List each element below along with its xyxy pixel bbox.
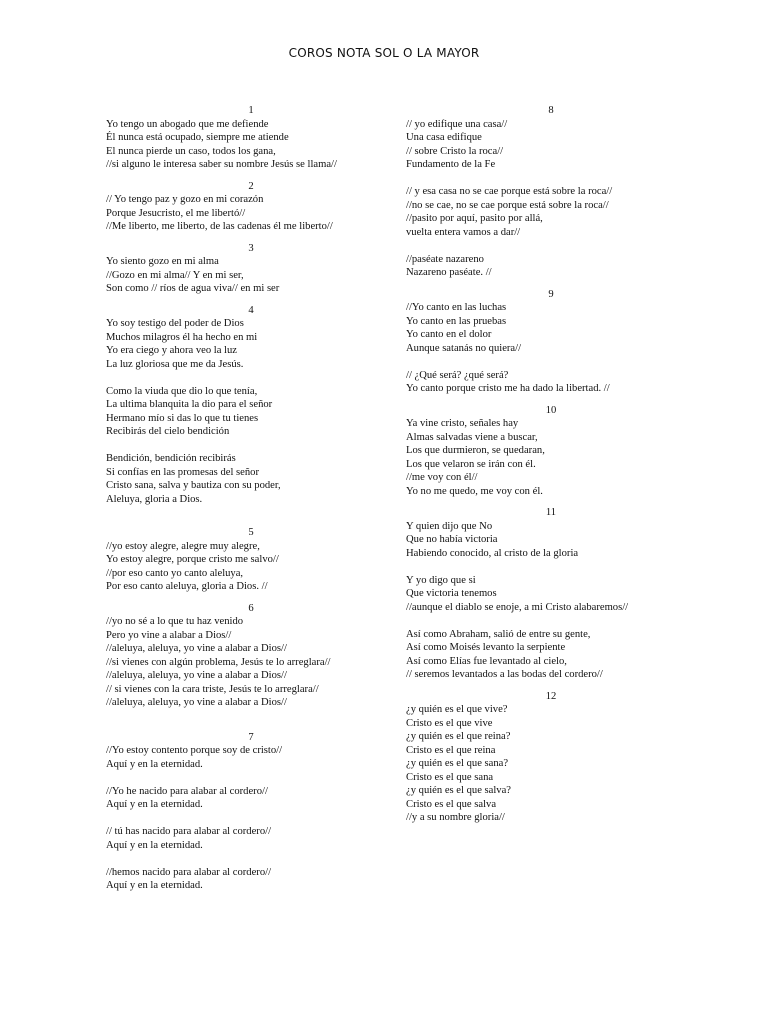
- lyric-line: Él nunca está ocupado, siempre me atiende: [106, 132, 289, 143]
- lyric-line: Cristo es el que sana: [406, 771, 494, 783]
- lyric-line: Los que durmieron, se quedaran,: [406, 445, 545, 456]
- song-6: [106, 602, 396, 710]
- lyric-line: Aquí y en la eternidad.: [106, 799, 203, 810]
- lyric-line: Como la viuda que dio lo que tenía,: [106, 385, 258, 397]
- stanza: [106, 255, 396, 296]
- lyric-line: //Yo he nacido para alabar al cordero//: [106, 785, 268, 797]
- lyric-line: //aleluya, aleluya, yo vine a alabar a Dios//: [106, 643, 287, 654]
- lyric-line: Son como // ríos de agua viva// en mi ser: [106, 283, 280, 294]
- lyric-line: vuelta entera vamos a dar//: [406, 226, 521, 238]
- stanza: [106, 452, 396, 506]
- lyric-line: Que no había victoria: [406, 534, 498, 545]
- lyric-line: La luz gloriosa que me da Jesús.: [106, 358, 244, 370]
- song-number: 5: [248, 527, 254, 538]
- lyric-line: Cristo es el que salva: [406, 798, 497, 810]
- left-column: [106, 104, 396, 893]
- lyric-line: //si alguno le interesa saber su nombre Jesús se llama//: [106, 159, 337, 170]
- lyric-line: Ya vine cristo, señales hay: [406, 418, 519, 429]
- stanza: [106, 193, 396, 234]
- lyric-line: El nunca pierde un caso, todos los gana,: [106, 145, 276, 157]
- lyric-line: //aunque el diablo se enoje, a mi Cristo alabaremos//: [406, 601, 629, 613]
- lyric-line: // seremos levantados a las bodas del cordero//: [406, 669, 603, 680]
- stanza: [406, 628, 696, 682]
- stanza: [406, 118, 696, 172]
- stanza: [106, 118, 396, 172]
- lyric-line: //Yo canto en las luchas: [406, 302, 507, 313]
- song-10: [406, 404, 696, 499]
- lyric-line: //aleluya, aleluya, yo vine a alabar a Dios//: [106, 670, 287, 681]
- lyric-line: Yo soy testigo del poder de Dios: [106, 318, 244, 329]
- song-number: 11: [545, 507, 557, 518]
- song-number: 3: [248, 242, 254, 254]
- song-number: 8: [548, 105, 554, 116]
- lyric-line: Cristo es el que reina: [406, 744, 496, 756]
- lyric-line: Y yo digo que si: [406, 574, 476, 586]
- lyric-line: //paséate nazareno: [406, 253, 484, 265]
- lyric-line: //y a su nombre gloria//: [406, 812, 505, 823]
- lyric-line: Nazareno paséate. //: [406, 267, 492, 278]
- song-number: 10: [545, 404, 557, 416]
- stanza: [106, 825, 396, 852]
- stanza: [406, 574, 696, 615]
- lyric-line: Pero yo vine a alabar a Dios//: [106, 629, 232, 641]
- song-number: 9: [548, 288, 554, 300]
- lyric-line: ¿y quién es el que reina?: [406, 731, 511, 742]
- song-5: [106, 526, 396, 594]
- stanza: [106, 540, 396, 594]
- lyric-line: Yo canto en el dolor: [406, 329, 492, 340]
- song-2: [106, 180, 396, 234]
- song-number: 7: [248, 731, 254, 743]
- lyric-line: ¿y quién es el que salva?: [406, 785, 512, 796]
- lyric-line: Cristo sana, salva y bautiza con su poder,: [106, 480, 281, 491]
- lyric-line: Cristo es el que vive: [406, 717, 493, 729]
- stanza: [406, 301, 696, 355]
- lyric-line: //no se cae, no se cae porque está sobre la roca//: [406, 199, 609, 211]
- lyric-line: Hermano mío si das lo que tu tienes: [106, 412, 259, 424]
- lyric-line: Aleluya, gloria a Dios.: [106, 493, 203, 505]
- lyric-line: //por eso canto yo canto aleluya,: [106, 567, 244, 579]
- lyric-line: Muchos milagros él ha hecho en mi: [106, 331, 258, 343]
- lyric-line: La ultima blanquita la dio para el señor: [106, 399, 273, 410]
- stanza: [406, 520, 696, 561]
- lyric-line: //hemos nacido para alabar al cordero//: [106, 866, 272, 878]
- lyric-line: Yo canto porque cristo me ha dado la libertad. //: [406, 383, 610, 394]
- song-8: [406, 104, 696, 280]
- stanza: [406, 703, 696, 825]
- stanza: [106, 866, 396, 893]
- lyric-line: Yo canto en las pruebas: [406, 315, 507, 327]
- stanza: [406, 417, 696, 498]
- lyric-line: //yo no sé a lo que tu haz venido: [106, 616, 244, 627]
- song-number: 4: [248, 304, 254, 316]
- lyric-line: //Yo estoy contento porque soy de cristo//: [106, 745, 283, 756]
- lyric-line: Habiendo conocido, al cristo de la gloria: [406, 547, 579, 559]
- right-column: [406, 104, 696, 825]
- page-title: COROS NOTA SOL O LA MAYOR: [288, 46, 480, 60]
- lyric-line: // ¿Qué será? ¿qué será?: [406, 369, 509, 381]
- song-11: [406, 506, 696, 682]
- lyric-line: Recibirás del cielo bendición: [106, 426, 230, 437]
- song-9: [406, 288, 696, 396]
- lyric-line: Yo no me quedo, me voy con él.: [406, 485, 543, 497]
- stanza: [106, 317, 396, 371]
- stanza: [406, 185, 696, 239]
- lyric-line: // yo edifique una casa//: [406, 118, 508, 130]
- song-number: 1: [248, 105, 254, 116]
- stanza: [106, 615, 396, 710]
- lyric-line: // sobre Cristo la roca//: [406, 145, 504, 157]
- song-number: 12: [545, 690, 557, 702]
- song-12: [406, 690, 696, 825]
- lyric-line: ¿y quién es el que sana?: [406, 758, 509, 769]
- lyric-line: Si confías en las promesas del señor: [106, 466, 259, 478]
- stanza: [106, 744, 396, 771]
- lyric-line: Aquí y en la eternidad.: [106, 758, 203, 770]
- lyric-line: //me voy con él//: [406, 472, 478, 483]
- lyric-line: Los que velaron se irán con él.: [406, 458, 536, 470]
- lyric-line: ¿y quién es el que vive?: [406, 704, 508, 715]
- lyric-line: Y quien dijo que No: [406, 520, 493, 532]
- song-number: 2: [248, 180, 254, 192]
- lyric-line: Aquí y en la eternidad.: [106, 880, 203, 891]
- lyric-line: Así como Elías fue levantado al cielo,: [406, 655, 567, 667]
- lyric-line: Aquí y en la eternidad.: [106, 839, 203, 851]
- lyric-line: Yo siento gozo en mi alma: [106, 256, 219, 267]
- lyric-line: Yo tengo un abogado que me defiende: [106, 118, 269, 130]
- lyric-line: //yo estoy alegre, alegre muy alegre,: [106, 540, 260, 552]
- lyric-line: //pasito por aquí, pasito por allá,: [406, 213, 543, 224]
- lyric-line: //Me liberto, me liberto, de las cadenas él me liberto//: [106, 221, 333, 232]
- lyric-line: Almas salvadas viene a buscar,: [406, 431, 538, 443]
- lyric-line: Así como Moisés levanto la serpiente: [406, 642, 566, 653]
- song-4: [106, 304, 396, 507]
- lyric-line: Porque Jesucristo, el me libertó//: [106, 207, 246, 219]
- song-number: 6: [248, 602, 254, 614]
- lyric-line: Por eso canto aleluya, gloria a Dios. //: [106, 581, 268, 592]
- lyric-line: // si vienes con la cara triste, Jesús te lo arreglara//: [106, 683, 319, 695]
- lyric-line: Aunque satanás no quiera//: [406, 342, 522, 354]
- lyric-line: Yo era ciego y ahora veo la luz: [106, 345, 238, 356]
- lyric-line: Una casa edifique: [406, 132, 482, 143]
- lyric-line: //Gozo en mi alma// Y en mi ser,: [106, 269, 244, 281]
- lyric-line: Yo estoy alegre, porque cristo me salvo//: [106, 554, 279, 565]
- lyric-line: // Yo tengo paz y gozo en mi corazón: [106, 194, 264, 205]
- stanza: [406, 253, 696, 280]
- stanza: [406, 369, 696, 396]
- song-3: [106, 242, 396, 296]
- lyric-line: Así como Abraham, salió de entre su gente,: [406, 628, 591, 640]
- song-7: [106, 731, 396, 893]
- lyric-line: //si vienes con algún problema, Jesús te lo arreglara//: [106, 656, 331, 668]
- lyric-line: Fundamento de la Fe: [406, 159, 496, 170]
- lyric-line: // tú has nacido para alabar al cordero//: [106, 826, 272, 837]
- lyric-line: // y esa casa no se cae porque está sobre la roca//: [406, 186, 613, 197]
- song-1: [106, 104, 396, 172]
- lyric-line: //aleluya, aleluya, yo vine a alabar a Dios//: [106, 697, 287, 708]
- lyric-line: Que victoria tenemos: [406, 588, 497, 599]
- lyric-line: Bendición, bendición recibirás: [106, 453, 236, 464]
- stanza: [106, 785, 396, 812]
- stanza: [106, 385, 396, 439]
